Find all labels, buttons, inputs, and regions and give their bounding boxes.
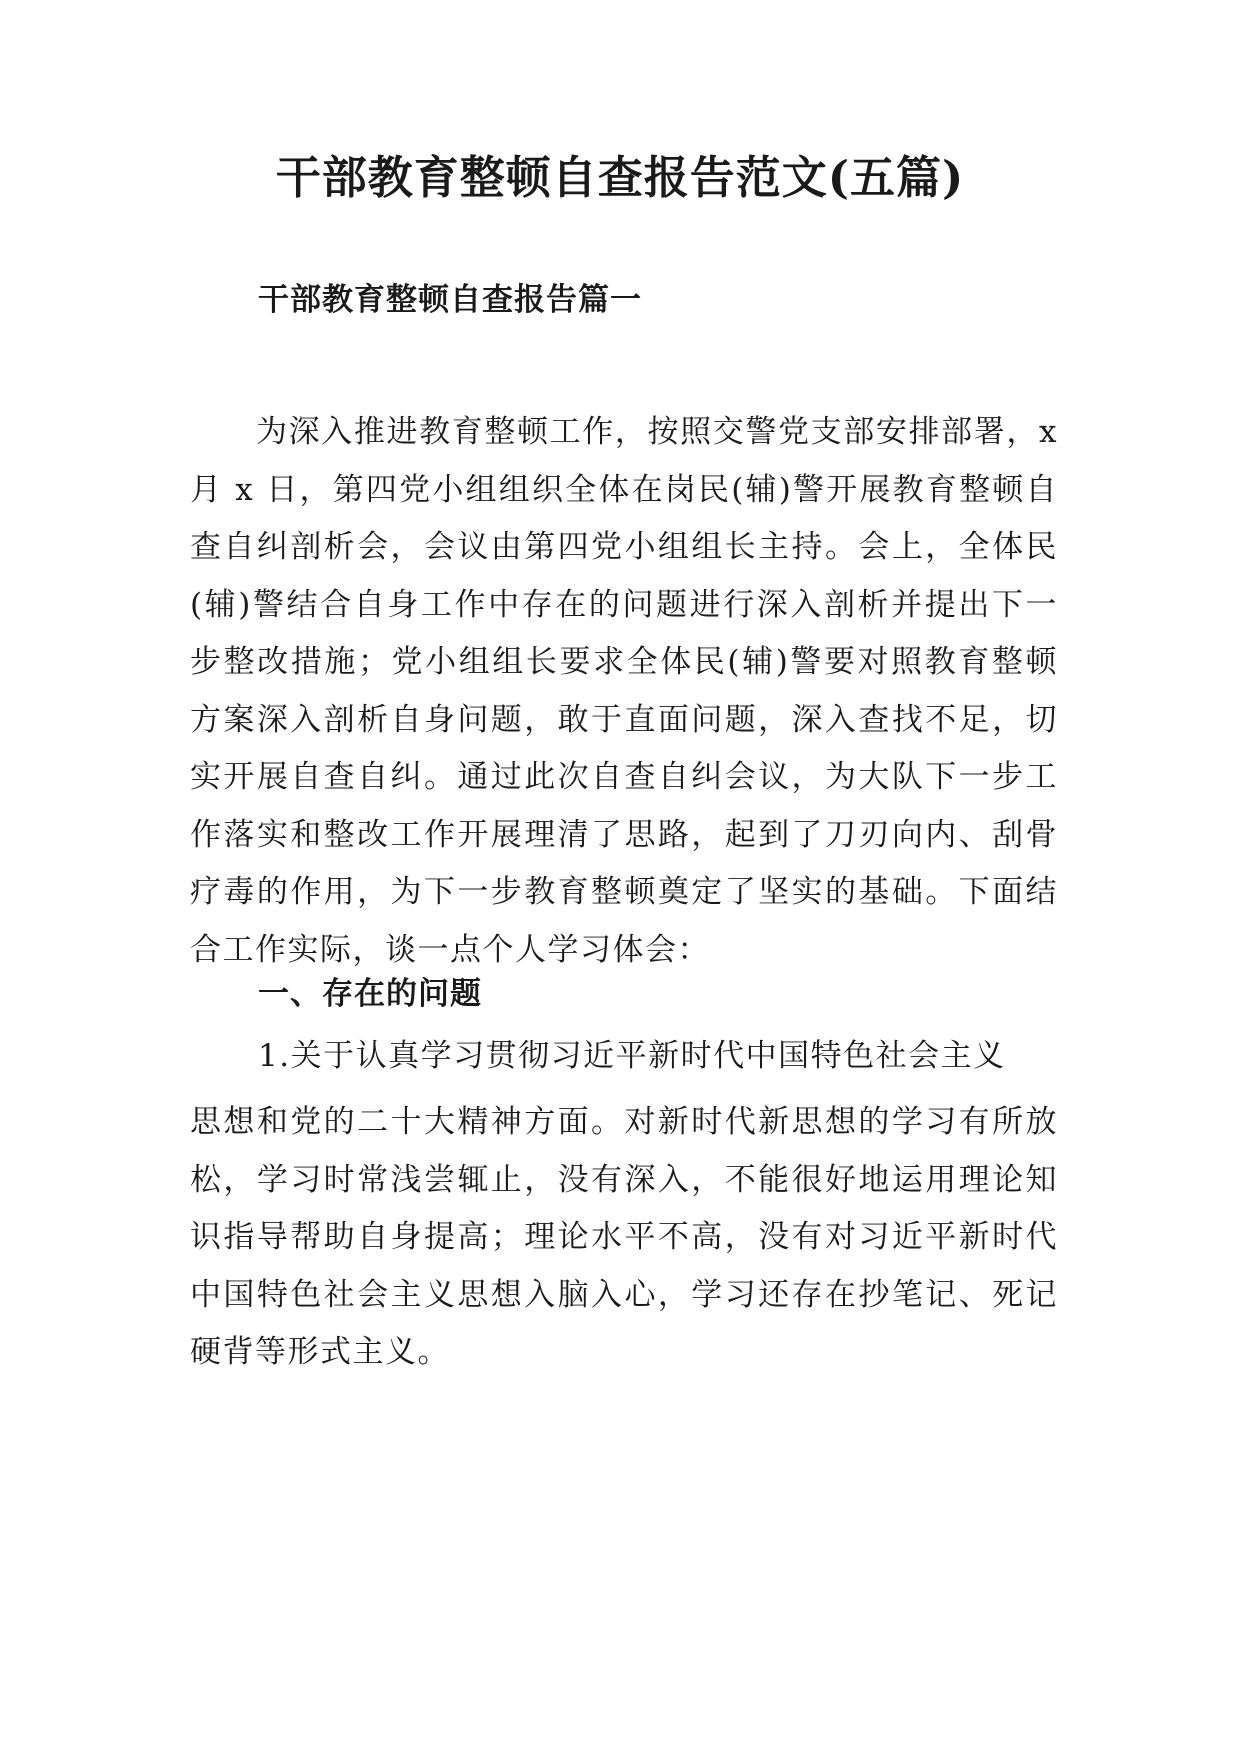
intro-paragraph: 为深入推进教育整顿工作，按照交警党支部安排部署，x 月 x 日，第四党小组组织全体在岗民(辅)警开展教育整顿自查自纠剖析会，会议由第四党小组组长主持。会上，全体民(辅)警结合自身工作中存在的问题进行深入剖析并提出下一步整改措施；党小组组长要求全体民(辅)警要对照教育整顿方案深入剖析自身问题，敢于直面问题，深入查找不足，切实开展自查自纠。通过此次自查自纠会议，为大队下一步工作落实和整改工作开展理清了思路，起到了刀刃向内、刮骨疗毒的作用，为下一步教育整顿奠定了坚实的基础。下面结合工作实际，谈一点个人学习体会： [190, 414, 1058, 968]
subsection-heading: 一、存在的问题 [258, 976, 482, 1012]
list-item-first-line: 1.关于认真学习贯彻习近平新时代中国特色社会主义 [258, 1038, 1006, 1074]
list-item-continuation: 思想和党的二十大精神方面。对新时代新思想的学习有所放松，学习时常浅尝辄止，没有深入，不能很好地运用理论知识指导帮助自身提高；理论水平不高，没有对习近平新时代中国特色社会主义思想入脑入心，学习还存在抄笔记、死记硬背等形式主义。 [190, 1104, 1058, 1370]
section-heading: 干部教育整顿自查报告篇一 [258, 282, 642, 318]
document-title: 干部教育整顿自查报告范文(五篇) [275, 151, 965, 204]
